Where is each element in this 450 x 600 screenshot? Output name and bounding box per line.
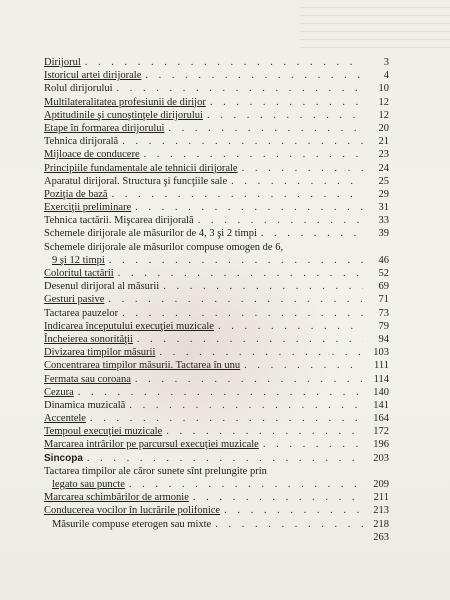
toc-page-number: 23 — [378, 149, 389, 161]
toc-entry-dirijorul — [44, 56, 389, 69]
dot-leader — [211, 518, 363, 531]
table-of-contents — [44, 56, 389, 544]
toc-page-number: 263 — [373, 531, 389, 543]
toc-title: Etape în formarea dirijorului — [44, 122, 165, 134]
toc-page-number: 140 — [373, 386, 389, 398]
toc-page-number: 203 — [373, 452, 389, 464]
toc-page-number: 209 — [373, 479, 389, 491]
toc-title: Exerciţii preliminare — [44, 202, 132, 214]
dot-leader — [220, 504, 363, 517]
toc-title: Dinamica muzicală — [44, 399, 126, 411]
toc-entry-schemele-compuse — [44, 241, 389, 267]
toc-title: Tehnica tactării. Mişcarea dirijorală — [44, 215, 194, 227]
toc-title: Încheierea sonorităţii — [44, 333, 133, 345]
toc-page-number: 21 — [378, 136, 389, 148]
toc-entry-conducerea-vocilor — [44, 504, 389, 517]
toc-page-number: 79 — [378, 320, 389, 332]
dot-leader — [214, 320, 363, 333]
toc-title: Accentele — [44, 413, 86, 425]
toc-page-number: 25 — [378, 175, 389, 187]
toc-title: Desenul dirijoral al măsurii — [44, 281, 160, 293]
toc-page-number: 164 — [373, 413, 389, 425]
toc-entry-gesturi — [44, 293, 389, 306]
dot-leader — [131, 373, 363, 386]
toc-title: Tehnica dirijorală — [44, 136, 119, 148]
toc-entry-concentrarea — [44, 359, 389, 372]
dot-leader — [227, 175, 363, 188]
dot-leader — [189, 491, 363, 504]
dot-leader — [131, 201, 363, 214]
toc-page-number: 141 — [373, 399, 389, 411]
toc-page-number: 10 — [378, 83, 389, 95]
dot-leader — [133, 333, 363, 346]
toc-title: Aptitudinile şi cunoştinţele dirijorului — [44, 109, 203, 121]
toc-page-number: 172 — [373, 426, 389, 438]
dot-leader — [159, 280, 363, 293]
toc-title: Tactarea timpilor ale căror sunete sînt prelungite prin — [44, 465, 267, 477]
toc-page-number: 20 — [378, 122, 389, 134]
dot-leader — [140, 148, 363, 161]
toc-title: Dirijorul — [44, 57, 81, 68]
dot-leader — [164, 122, 363, 135]
dot-leader — [203, 109, 363, 122]
toc-entry-tehnica-tactarii — [44, 214, 389, 227]
toc-page-number: 213 — [373, 505, 389, 517]
toc-page-number: 114 — [373, 373, 389, 385]
toc-entry-schemele-simple — [44, 227, 389, 240]
toc-title: Măsurile compuse eterogen sau mixte — [52, 518, 212, 530]
dot-leader — [125, 478, 363, 491]
toc-entry-divizarea — [44, 346, 389, 359]
toc-entry-indicarea — [44, 320, 389, 333]
toc-entry-cezura — [44, 386, 389, 399]
dot-leader — [105, 254, 363, 267]
toc-page-number: 12 — [378, 109, 389, 121]
toc-entry-aptitudinile — [44, 109, 389, 122]
toc-entry-sincopa — [44, 452, 389, 465]
dot-leader — [257, 227, 363, 240]
toc-title: Marcarea schimbărilor de armonie — [44, 492, 189, 504]
toc-title: Poziţia de bază — [44, 188, 108, 200]
toc-title: Gesturi pasive — [44, 294, 105, 306]
toc-entry-mijloace — [44, 148, 389, 161]
toc-title: Mijloace de conducere — [44, 149, 140, 161]
toc-entry-tempoul — [44, 425, 389, 438]
dot-leader — [240, 359, 363, 372]
toc-title: Concentrarea timpilor măsurii. Tactarea în unu — [44, 360, 241, 372]
toc-entry-principiile — [44, 162, 389, 175]
toc-title-continued: 9 şi 12 timpi — [52, 254, 105, 266]
toc-page-number: 24 — [378, 162, 389, 174]
toc-title: Coloritul tactării — [44, 268, 114, 280]
toc-page-number: 218 — [373, 518, 389, 530]
dot-leader — [155, 346, 363, 359]
toc-title: Principiile fundamentale ale tehnicii dirijorale — [44, 162, 238, 174]
toc-entry-etape — [44, 122, 389, 135]
toc-page-number: 196 — [373, 439, 389, 451]
toc-page-number: 46 — [378, 254, 389, 266]
toc-page-number: 111 — [374, 360, 389, 372]
toc-page-number: 3 — [383, 57, 389, 68]
toc-title: Rolul dirijorului — [44, 83, 113, 95]
toc-title: Tempoul execuţiei muzicale — [44, 426, 163, 438]
dot-leader — [206, 96, 363, 109]
toc-page-number: 103 — [373, 347, 389, 359]
dot-leader — [86, 412, 363, 425]
toc-title: Cezura — [44, 386, 74, 398]
dot-leader — [104, 293, 363, 306]
toc-page-number: 94 — [378, 333, 389, 345]
toc-entry-istoricul — [44, 69, 389, 82]
dot-leader — [118, 307, 363, 320]
toc-entry-multilateralitatea — [44, 96, 389, 109]
toc-title: Schemele dirijorale ale măsurilor de 4, 3 şi 2 timpi — [44, 228, 257, 240]
toc-title: Conducerea vocilor în lucrările polifonice — [44, 505, 221, 517]
bleed-through-lines — [300, 0, 450, 55]
dot-leader — [194, 214, 363, 227]
toc-page-number: 69 — [378, 281, 389, 293]
toc-entry-dinamica — [44, 399, 389, 412]
toc-entry-marcarea-intrarilor — [44, 438, 389, 451]
toc-entry-rolul — [44, 82, 389, 95]
toc-page-number: 52 — [378, 268, 389, 280]
dot-leader — [74, 386, 363, 399]
toc-entry-accentele — [44, 412, 389, 425]
dot-leader — [125, 399, 363, 412]
toc-title: Indicarea începutului execuţiei muzicale — [44, 320, 214, 332]
dot-leader — [259, 438, 363, 451]
toc-page-number: 31 — [378, 202, 389, 214]
toc-entry-fermata — [44, 373, 389, 386]
dot-leader — [162, 425, 363, 438]
toc-entry-incheierea — [44, 333, 389, 346]
toc-entry-marcarea-armonie — [44, 491, 389, 504]
dot-leader — [238, 162, 363, 175]
toc-title: Istoricul artei dirijorale — [44, 70, 142, 82]
toc-page-number: 12 — [378, 96, 389, 108]
toc-title-continued: legato sau puncte — [52, 479, 125, 491]
toc-title: Multilateralitatea profesiunii de dirijor — [44, 96, 206, 108]
toc-page-number: 73 — [378, 307, 389, 319]
toc-entry-tactarea-timpilor — [44, 465, 389, 491]
toc-title: Schemele dirijorale ale măsurilor compuse omogen de 6, — [44, 241, 284, 253]
dot-leader — [118, 135, 363, 148]
toc-page-number: 39 — [378, 228, 389, 240]
toc-page-number: 33 — [378, 215, 389, 227]
toc-entry-pozitia — [44, 188, 389, 201]
toc-entry-tehnica-dirijorala — [44, 135, 389, 148]
toc-entry-exercitii — [44, 201, 389, 214]
toc-title: Sincopa — [44, 452, 83, 464]
toc-title: Aparatul dirijoral. Structura şi funcţiile sale — [44, 175, 228, 187]
toc-entry-desenul — [44, 280, 389, 293]
toc-entry-last-page — [44, 531, 389, 544]
toc-entry-aparatul — [44, 175, 389, 188]
dot-leader — [114, 267, 363, 280]
dot-leader — [83, 452, 363, 465]
toc-entry-masurile-eterogen — [44, 518, 389, 531]
dot-leader — [81, 56, 363, 69]
toc-page-number: 211 — [373, 492, 389, 504]
toc-entry-tactarea-pauzelor — [44, 307, 389, 320]
toc-title: Fermata sau coroana — [44, 373, 131, 385]
toc-page-number: 4 — [383, 70, 389, 82]
toc-entry-coloritul — [44, 267, 389, 280]
toc-page-number: 29 — [378, 188, 389, 200]
dot-leader — [113, 82, 363, 95]
dot-leader — [141, 69, 363, 82]
toc-title: Tactarea pauzelor — [44, 307, 119, 319]
toc-title: Divizarea timpilor măsurii — [44, 347, 156, 359]
toc-title: Marcarea intrărilor pe parcursul execuţiei muzicale — [44, 439, 259, 451]
dot-leader — [108, 188, 363, 201]
toc-page-number: 71 — [378, 294, 389, 306]
